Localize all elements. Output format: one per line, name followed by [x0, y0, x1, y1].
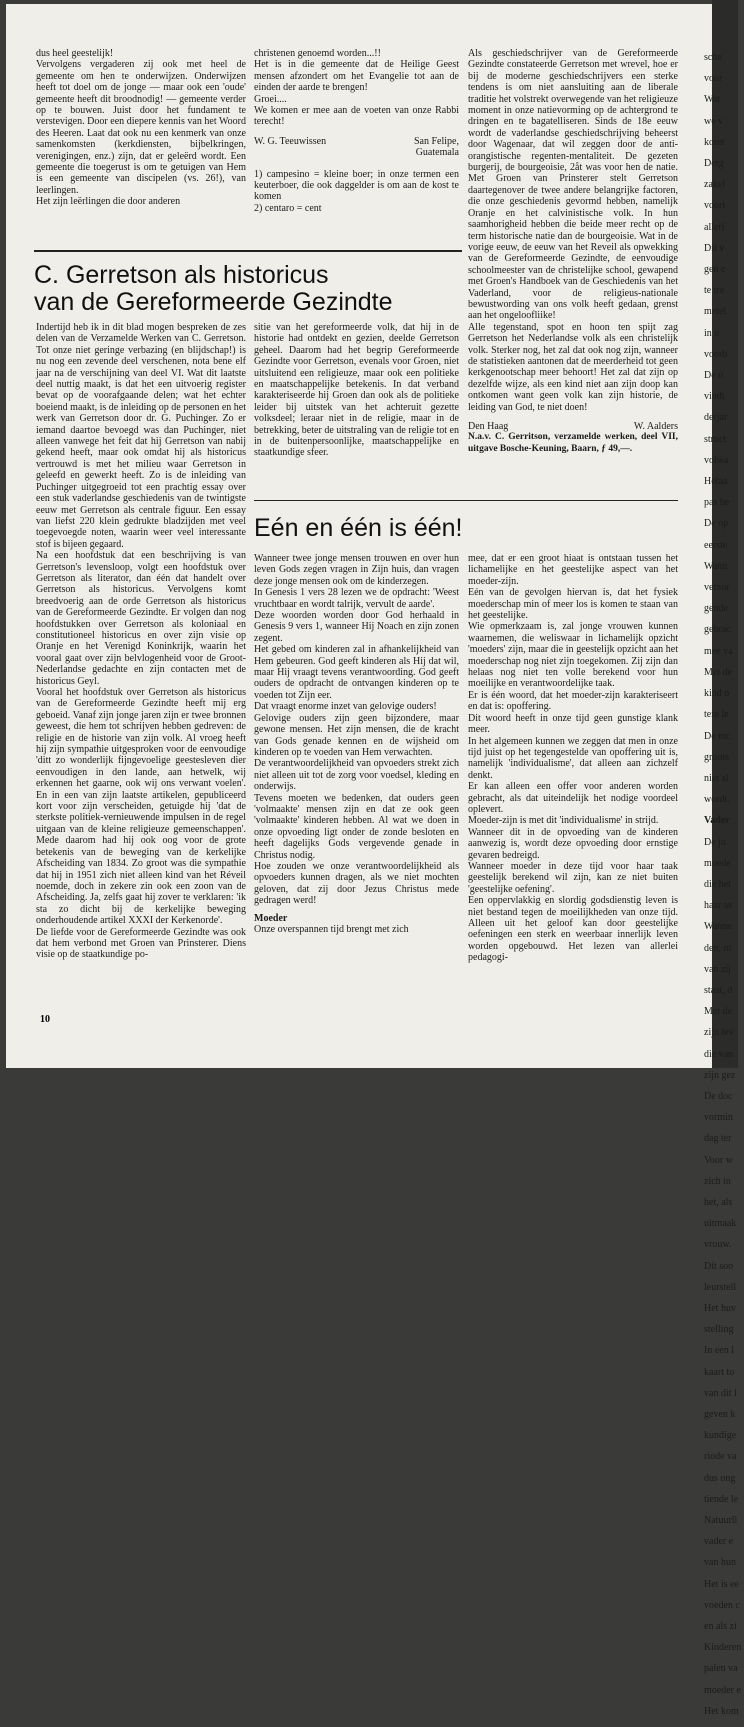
top-paragraph-1: Vervolgens vergaderen zij ook met heel de gemeente om hen te onderwijzen. Onderwijzen heeft tot doel om de jonge — maar ook een 'oude' gemeente heeft dit broodnodig! — gemeente verder op te bouwen. Juist door het fundament te verstevigen. Door een diepere kennis van het Woord des Heeren. Laat dat ook nu een kenmerk van onze samenkomsten (kerkdiensten, bijbelkringen, verenigingen, enz.) zijn, dat er geleërd wordt. Een gemeente die toegerust is om te getuigen van Hem is een gemeente van discipelen (vs. 26!), van leerlingen.: [36, 59, 246, 196]
edge-line-12: metel: [704, 306, 727, 318]
article-title: [34, 262, 464, 316]
edge-line-29: Met de: [704, 666, 733, 678]
edge-line-b-6: van zij: [704, 963, 731, 975]
edge-line-25: verzor: [704, 582, 730, 594]
edge-line-b-8: Met de: [704, 1006, 733, 1018]
edge-line-b-22: Het huv: [704, 1302, 736, 1314]
article2-column-1: [254, 553, 459, 1010]
edge-line-b-10: die van: [704, 1048, 734, 1060]
edge-line-b-16: zich in: [704, 1175, 731, 1187]
edge-line-b-5: den, m: [704, 942, 732, 954]
edge-line-20: Helaa: [704, 476, 728, 488]
edge-line-b-25: kaart to: [704, 1366, 735, 1378]
article2-paragraph-1: In Genesis 1 vers 28 lezen we de opdracht: 'Weest vruchtbaar en wordt talrijk, vervult de aarde'.: [254, 587, 459, 610]
edge-line-19: volwa: [704, 454, 729, 466]
signature-place: Den Haag: [468, 421, 509, 432]
top-column-2-body: [254, 48, 459, 128]
article2-col2-paragraph-10: Een oppervlakkig en slordig godsdienstig leven is niet bestand tegen de moeilijkheden van onze tijd. Alleen uit het geloof kan door geestelijke oefeningen een sterk en weerbaar innerlijk leven worden opgebouwd. Het lezen van allerlei pedagogi-: [468, 895, 678, 964]
article2-col2-paragraph-5: In het algemeen kunnen we zeggen dat men in onze tijd juist op het tegengestelde van opoffering uit is, namelijk 'individualisme', dat alleen aan zichzelf denkt.: [468, 735, 678, 781]
edge-line-9: Dit v: [704, 242, 725, 254]
edge-line-b-7: staat, d: [704, 984, 733, 996]
edge-line-28: mee va: [704, 645, 733, 657]
edge-line-b-0: De jo: [704, 836, 726, 848]
article2-top-rule: [254, 500, 678, 501]
edge-line-b-38: Kinderen: [704, 1642, 742, 1654]
edge-line-b-23: stelling: [704, 1324, 734, 1336]
divider-rule: [34, 250, 462, 252]
edge-line-27: gebrac: [704, 624, 731, 636]
article2-column-1-tail: Onze overspannen tijd brengt met zich: [254, 924, 409, 935]
article1-col3-paragraph-0: Als geschiedschrijver van de Gereformeerde Gezindte constateerde Gerretson met wrevel, hoe er bij de moderne geschiedschrijvers een sterke tendens is om niet aansluiting aan de liberale traditie het volstrekt overwegende van het religieuze moment in onze natievorming op de achtergrond te dringen en te bagatelliseren. Sinds de 18e eeuw wordt de vaderlandse geschiedschrijving beheerst door Wagenaar, dat wil zeggen door de anti-orangistische regenten-mentaliteit. De gezeten burgerij, de bourgeoisie, 2åt was voor hen de natie. Met Groen van Prinsterer stelt Gerretson daartegenover de twee andere belangrijke factoren, die onze geschiedenis gevormd hebben, namelijk Oranje en het calvinistische volk. In hun saamhorigheid hebben die beide meer recht op de term historische natie dan de bourgeoisie. Wat in de vorige eeuw, de eeuw van het Reveil als opwekking van de Gereformeerde Gezindte, de eenvoudige schoolmeester van de christelijke school, gewapend met Groen's Handboek van de Geschiedenis van het Vaderland, voor de religieus-nationale bewustwording van ons volk heeft gedaan, grenst aan het ongeloofliike!: [468, 48, 678, 322]
article2-col2-paragraph-0: mee, dat er een groot hiaat is ontstaan tussen het lichamelijke en het geestelijke aspect van het moeder-zijn.: [468, 553, 678, 587]
edge-line-22: De op: [704, 518, 729, 530]
edge-line-7: voori: [704, 200, 726, 212]
edge-line-b-20: Dit soo: [704, 1260, 734, 1272]
top2-paragraph-3: We komen er mee aan de voeten van onze Rabbi terecht!: [254, 105, 459, 128]
top-place: San Felipe, Guatemala: [414, 135, 459, 159]
article2-paragraph-4: Dat vraagt enorme inzet van gelovige ouders!: [254, 701, 437, 713]
subheading-vader: Vader: [704, 815, 730, 827]
edge-line-16: vindt: [704, 391, 725, 403]
article2-paragraph-3: Het gebed om kinderen zal in afhankelijkheid van Hem gebeuren. God geeft kinderen als Hij dat wil, maar Hij vraagt tevens verantwoording. God geeft ouders de opdracht de ontvangen kinderen op te voeden tot Zijn eer.: [254, 644, 459, 701]
article1-paragraph-1: Na een hoofdstuk dat een beschrijving is van Gerretson's levensloop, volgt een hoofdstuk over Gerretson als literator, dan één dat handelt over Gerretson als historicus. Vervolgens komt breedvoerig aan de orde Gerretson als historicus van de Gereformeerde Gezindte. Er volgen dan nog hoofdstukken over Gerretson als koloniaal en constitutioneel historicus en over zijn visie op Oranje en het Verenigd Koninkrijk, waarin het vooral gaat over zijn belvlogenheid voor de Groot-Nederlandse gedachte en zijn contacten met de historicus Geyl.: [36, 550, 246, 687]
edge-line-18: struct: [704, 433, 727, 445]
edge-line-4: korer: [704, 136, 726, 148]
article-title-line-1: C. Gerretson als historicus: [34, 261, 329, 289]
edge-line-b-36: voeden c: [704, 1599, 740, 1611]
article2-paragraph-6: De verantwoordelijkheid van opvoeders strekt zich niet alleen uit tot de zorg voor voedsel, kleding en onderwijs.: [254, 758, 459, 793]
edge-line-14: voorb: [704, 348, 728, 360]
top2-paragraph-2: Groei....: [254, 93, 287, 105]
article1-paragraph-0: Indertijd heb ik in dit blad mogen bespreken de zes delen van de Verzamelde Werken van C. Gerretson. Tot onze niet geringe verbazing (en blijdschap!) is nu nog een zevende deel verschenen, nota bene elf jaar na de verschijning van deel VI. Wat dit laatste deel nuttig maakt, is dat het een uitvoerig register bevat op de voorafgaande delen; wat het echter boeiend maakt, is de inleiding op de personen en het werk van Gerretson door dr. G. Puchinger. Zo er iemand daartoe bevoegd was dan Puchinger, niet alleen vanwege het feit dat hij Gerretson van nabij gekend heeft, maar ook omdat hij als historicus vertrouwd is met het milieu waar Gerretson in geleefd en gewerkt heeft. Zo is de inleiding van Puchinger uitgegroeid tot een prachtig essay over een stuk vaderlandse geschiedenis van de twintigste eeuw met Gerretson als centrale figuur. Een essay van liefst 220 klein gedrukte bladzijden met veel toegevoegde noten, waarin weer veel interessante stof is bijeen gegaard.: [36, 322, 246, 550]
article1-column-1: [36, 322, 246, 1010]
edge-line-b-17: het, als: [704, 1196, 733, 1208]
article1-column-3: [468, 48, 678, 493]
edge-line-34: niet al: [704, 772, 729, 784]
edge-line-35: wordt.: [704, 794, 730, 806]
article2-col2-paragraph-7: Moeder-zijn is met dit 'individualisme' in strijd.: [468, 815, 659, 827]
article2-col2-paragraph-6: Er kan alleen een offer voor anderen worden gebracht, als dat uiteindelijk het nodige voordeel oplevert.: [468, 781, 678, 815]
article2-col2-paragraph-1: Eén van de gevolgen hiervan is, dat het fysiek moederschap min of meer los is komen te staan van het geestelijke.: [468, 587, 678, 622]
article1-column-3-body: [468, 48, 678, 413]
article2-col2-paragraph-9: Wanneer moeder in deze tijd voor haar taak geestelijk berekend wil zijn, kan ze niet buiten 'geestelijke oefening'.: [468, 860, 678, 895]
subheading-moeder: Moeder: [254, 912, 288, 924]
article1-col3-paragraph-1: Alle tegenstand, spot en hoon ten spijt zag Gerretson het Nederlandse volk als een christelijk volk. Sterker nog, het zal dat ook nog zijn, wanneer de statistieken aantonen dat de meerderheid tot geen kerkgenootschap meer behoort! Het zal dat zijn op dezelfde wijze, als een kind niet aan zijn doop kan ontkomen want geen volk kan zijn historie, de leiding van God, te niet doen!: [468, 321, 678, 413]
edge-line-10: gen c: [704, 264, 726, 276]
footnote-1: 2) centaro = cent: [254, 202, 322, 214]
edge-line-21: pas be: [704, 497, 730, 509]
article2-title: Eén en één is één!: [254, 514, 463, 542]
edge-line-26: gende: [704, 603, 728, 615]
edge-line-24: Wann: [704, 560, 728, 572]
edge-line-b-26: van dit l: [704, 1387, 737, 1399]
article2-paragraph-2: Deze woorden worden door God herhaald in Genesis 9 vers 1, wanneer Hij Noach en zijn zonen zegent.: [254, 610, 459, 644]
edge-line-b-33: vader e: [704, 1536, 734, 1548]
edge-line-b-41: Het kom: [704, 1705, 739, 1717]
edge-line-15: De o: [704, 370, 724, 382]
article2-col2-paragraph-2: Wie opmerkzaam is, zal jonge vrouwen kunnen waarnemen, die weliswaar in lichamelijk opzicht 'moeders' zijn, maar die in geestelijk opzicht aan het moederschap nog niet zijn toegekomen. Zij zijn dan helaas nog niet ten volle berekend voor hun moeilijke en verantwoordelijke taak.: [468, 621, 678, 690]
edge-line-b-31: tiende le: [704, 1493, 739, 1505]
edge-line-b-30: dus ong: [704, 1472, 736, 1484]
edge-line-b-29: riode va: [704, 1451, 737, 1463]
article2-paragraph-8: Hoe zouden we onze verantwoordelijkheid als opvoeders kunnen dragen, als we niet mochten geloven, dat zij door Jezus Christus mede gedragen werd!: [254, 860, 459, 907]
edge-line-b-14: dag ter: [704, 1133, 732, 1145]
edge-line-b-19: vrouw.: [704, 1239, 732, 1251]
edge-line-b-11: zijn gez: [704, 1069, 736, 1081]
edge-line-23: eerste: [704, 539, 728, 551]
edge-line-b-18: uitmaak: [704, 1218, 737, 1230]
top-paragraph-0: dus heel geestelijk!: [36, 48, 114, 59]
edge-line-11: te tre: [704, 285, 725, 297]
article1-column-2: [254, 322, 459, 459]
edge-line-b-32: Natuurli: [704, 1515, 738, 1527]
article-title-line-2: van de Gereformeerde Gezindte: [34, 288, 393, 316]
page-number: 10: [40, 1014, 50, 1025]
edge-line-6: zakel: [704, 179, 726, 191]
article2-col2-paragraph-3: Er is één woord, dat het moeder-zijn karakteriseert en dat is: opoffering.: [468, 689, 678, 713]
top2-paragraph-0: christenen genoemd worden...!!: [254, 48, 381, 59]
edge-line-b-28: kundige: [704, 1430, 737, 1442]
edge-line-b-4: Wanne: [704, 921, 732, 933]
edge-line-b-3: haar as: [704, 900, 733, 912]
edge-line-b-2: die het: [704, 878, 731, 890]
footnotes: [254, 169, 459, 215]
article2-paragraph-0: Wanneer twee jonge mensen trouwen en over hun leven Gods zegen vragen in Zijn huis, dan vragen deze jonge mensen ook om de kinderzegen.: [254, 553, 459, 587]
edge-line-8: allerl: [704, 221, 725, 233]
article1-signature: [468, 421, 678, 432]
edge-line-0: sche: [704, 52, 722, 63]
edge-line-b-13: vormin: [704, 1112, 733, 1124]
cut-off-column-top: [704, 52, 744, 805]
top-signature: [254, 136, 459, 159]
source-note: N.a.v. C. Gerritson, verzamelde werken, deel VII, uitgave Bosche-Keuning, Baarn, ƒ 49,—.: [468, 432, 678, 454]
edge-line-17: derjar: [704, 412, 728, 424]
edge-line-3: we v: [704, 115, 724, 127]
edge-line-1: voor: [704, 73, 723, 85]
edge-line-b-27: geven k: [704, 1409, 736, 1420]
article2-col2-paragraph-4: Dit woord heeft in onze tijd geen gunstige klank meer.: [468, 712, 678, 736]
article1-col2-paragraph-0: sitie van het gereformeerde volk, dat hij in de historie had ontdekt en gezien, deelde Gerretson geheel. Daarom had het begrip Gereformeerde Gezindte voor Gerretson, evenals voor Groen, niet uitsluitend een religieuze, maar ook een politieke en maatschappelijke betekenis. In dat verband karakteriseerde hij Groen dan ook als de politieke leider bij uitstek van het achteruit gezette volksdeel; leraar niet in de religie, maar in de betrekking, beter de uitstraling van de religie tot en in de buitenpersoonlijke, maatschappelijke en staatkundige sfeer.: [254, 322, 459, 459]
article1-paragraph-3: De liefde voor de Gereformeerde Gezindte was ook dat hem verbond met Groen van Prinsterer. Diens visie op de staatkundige po-: [36, 926, 246, 961]
article2-paragraph-7: Tevens moeten we bedenken, dat ouders geen 'volmaakte' mensen zijn en dat ze ook geen 'volmaakte' kinderen hebben. Al wat we doen in onze opvoeding ligt onder de zonde besloten en heeft dagelijks Gods vergevende genade in Christus nodig.: [254, 792, 459, 861]
edge-line-b-39: palen va: [704, 1663, 738, 1675]
top2-paragraph-1: Het is in die gemeente dat de Heilige Geest mensen afzondert om het Evangelie tot aan de einden der aarde te brengen!: [254, 59, 459, 94]
edge-line-b-40: moeder e: [704, 1684, 741, 1696]
cut-off-column-bottom: [704, 837, 744, 1718]
article2-column-2: [468, 553, 678, 1010]
article2-col2-paragraph-8: Wanneer dit in de opvoeding van de kinderen aanwezig is, wordt deze opvoeding door ernstige gevaren bedreigd.: [468, 826, 678, 861]
signature-name: W. Aalders: [633, 421, 678, 432]
edge-line-b-1: moede: [704, 857, 731, 869]
edge-line-5: Derg: [704, 158, 724, 170]
article2-column-1-body: [254, 553, 459, 907]
edge-line-32: De mc: [704, 730, 731, 742]
edge-line-13: in o: [704, 327, 720, 339]
top-author: W. G. Teeuwissen: [254, 135, 327, 147]
edge-line-b-34: van hun: [704, 1557, 736, 1569]
edge-line-31: tere le: [704, 709, 729, 721]
edge-line-b-15: Voor w: [704, 1154, 733, 1166]
edge-line-b-21: leurstell: [704, 1281, 737, 1293]
edge-line-b-35: Het is ee: [704, 1578, 739, 1590]
edge-line-2: Wat: [704, 94, 720, 106]
top-column-2: [254, 48, 459, 244]
edge-line-30: kind o: [704, 688, 730, 700]
edge-line-b-9: zijn lev: [704, 1027, 734, 1039]
top-paragraph-2: Het zijn leërlingen die door anderen: [36, 196, 181, 208]
footnote-0: 1) campesino = kleine boer; in onze termen een keuterboer, die ook daggelder is om aan de kost te komen: [254, 168, 459, 203]
cut-off-column: [704, 42, 744, 1727]
edge-line-b-12: De doc: [704, 1090, 733, 1102]
top-column-1: [36, 48, 246, 244]
article2-paragraph-5: Gelovige ouders zijn geen bijzondere, maar gewone mensen. Het zijn mensen, die de kracht van Gods genade kennen en de wijsheid om kinderen op te voeden van Hem verwachten.: [254, 712, 459, 758]
edge-line-b-24: In een l: [704, 1345, 734, 1357]
edge-line-b-37: en als zi: [704, 1621, 737, 1633]
article1-paragraph-2: Vooral het hoofdstuk over Gerretson als historicus van de Gereformeerde Gezindte heeft mij erg geboeid. Vanaf zijn jonge jaren zijn er twee bronnen geweest, die hem tot schrijven hebben gedreven: de religie en de historie van zijn volk. Al vroeg heeft hij zijn sympathie uitgesproken voor de eenvoudige 'ditt zo wonderlijk fijngevoelige geestesleven dier eenvoudigen in den lande, aan hetwelk, wij erkennen het gaarne, ook wij ons verwant voelen'. En in een van zijn laatste artikelen, gepubliceerd kort voor zijn verscheiden, getuigde hij 'dat de sterkste politiek-vernieuwende impulsen in de regel uitgaan van de kleine religieuze gemeenschappen'. Mede daarom had hij ook oog voor de grote betekenis van de beweging van de kerkelijke Afscheiding van 1834. Zo groot was die sympathie dat hij in 1951 zich niet alleen kind van het Réveil noemde, doch in zekere zin ook een zoon van de Afscheiding. Ja, zelfs gaat hij zover te verklaren: 'ik sta zo dicht bij de kerkelijke beweging onderhoudende artikel XXXI der Kerkenorde'.: [36, 687, 246, 927]
edge-line-33: groots: [704, 751, 729, 763]
